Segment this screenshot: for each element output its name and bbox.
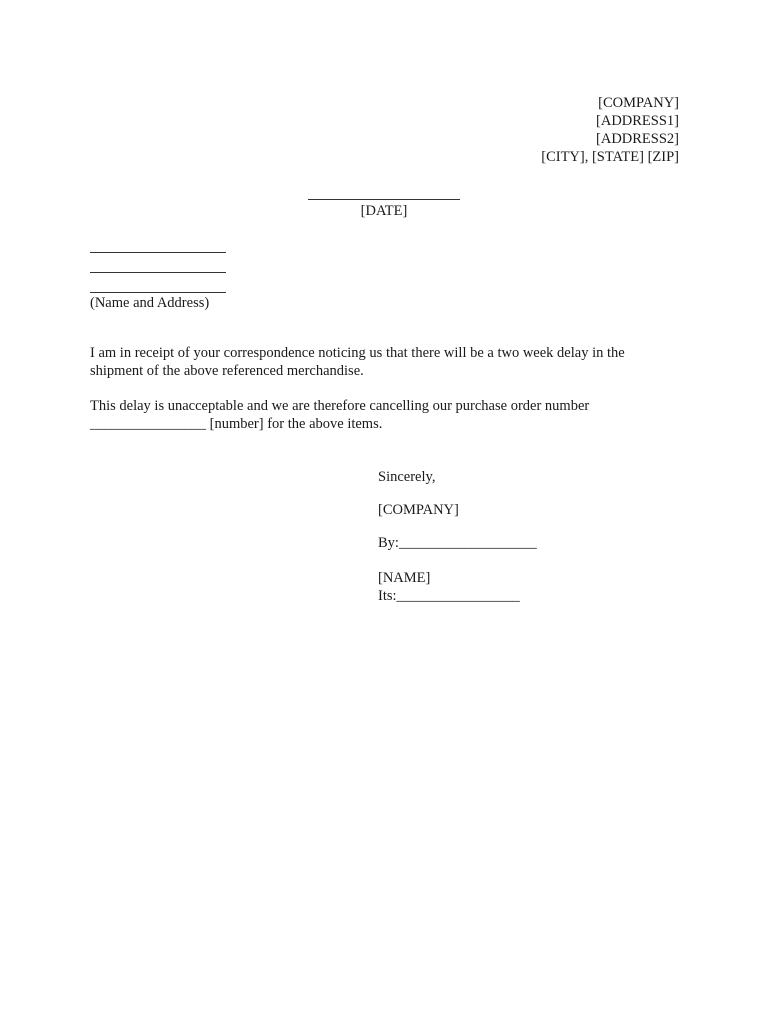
recipient-blank-line xyxy=(90,236,226,253)
recipient-block xyxy=(90,236,290,312)
recipient-label: (Name and Address) xyxy=(90,295,210,311)
recipient-blank-line xyxy=(90,256,226,273)
sender-address-block xyxy=(379,94,679,166)
paragraph-line: I am in receipt of your correspondence noticing us that there will be a two week delay in the xyxy=(90,345,625,361)
sender-address2: [ADDRESS2] xyxy=(596,131,679,147)
signature-by-line: By:___________________ xyxy=(378,535,537,551)
date-block xyxy=(305,183,463,220)
sender-address1: [ADDRESS1] xyxy=(596,113,679,129)
date-blank-line xyxy=(308,183,460,200)
closing-salutation: Sincerely, xyxy=(378,469,436,485)
recipient-blank-line xyxy=(90,276,226,293)
body-paragraph-2 xyxy=(90,397,680,433)
body-paragraph-1 xyxy=(90,344,680,380)
signer-name: [NAME] xyxy=(378,570,431,586)
paragraph-line: ________________ [number] for the above items. xyxy=(90,416,383,432)
sender-company: [COMPANY] xyxy=(598,95,679,111)
sender-city-state-zip: [CITY], [STATE] [ZIP] xyxy=(541,149,679,165)
closing-company: [COMPANY] xyxy=(378,502,459,518)
paragraph-line: shipment of the above referenced merchandise. xyxy=(90,363,364,379)
paragraph-line: This delay is unacceptable and we are therefore cancelling our purchase order number xyxy=(90,398,590,414)
date-label: [DATE] xyxy=(360,203,408,219)
signer-title-line: Its:_________________ xyxy=(378,588,520,604)
